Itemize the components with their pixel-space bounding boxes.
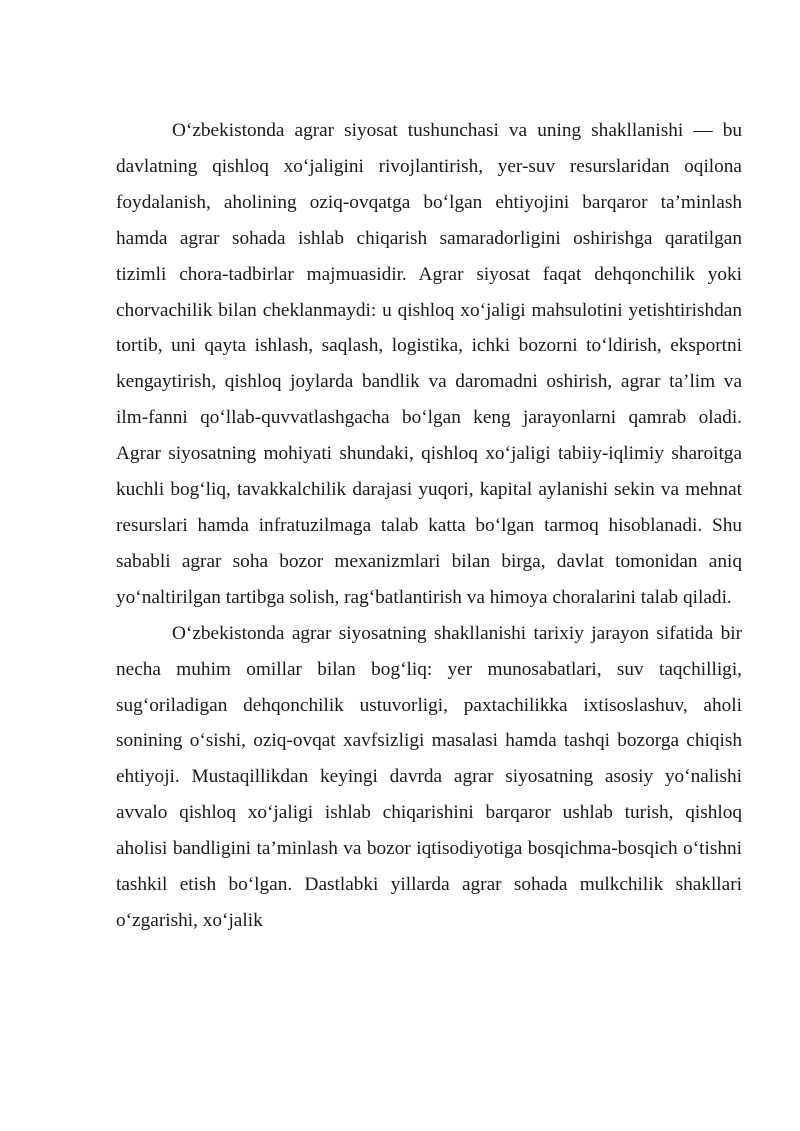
text-body [116,113,742,939]
paragraph-2: O‘zbekistonda agrar siyosatning shakllanishi tarixiy jarayon sifatida bir necha muhim omillar bilan bog‘liq: yer munosabatlari, suv taqchilligi, sug‘oriladigan dehqonchilik ustuvorligi, paxtachilikka ixtisoslashuv, aholi sonining o‘sishi, oziq-ovqat xavfsizligi masalasi hamda tashqi bozorga chiqish ehtiyoji. Mustaqillikdan keyingi davrda agrar siyosatning asosiy yo‘nalishi avvalo qishloq xo‘jaligi ishlab chiqarishini barqaror ushlab turish, qishloq aholisi bandligini ta’minlash va bozor iqtisodiyotiga bosqichma-bosqich o‘tishni tashkil etish bo‘lgan. Dastlabki yillarda agrar sohada mulkchilik shakllari o‘zgarishi, xo‘jalik [116,622,742,931]
paragraph-1: O‘zbekistonda agrar siyosat tushunchasi va uning shakllanishi — bu davlatning qishloq xo‘jaligini rivojlantirish, yer-suv resurslaridan oqilona foydalanish, aholining oziq-ovqatga bo‘lgan ehtiyojini barqaror ta’minlash hamda agrar sohada ishlab chiqarish samaradorligini oshirishga qaratilgan tizimli chora-tadbirlar majmuasidir. Agrar siyosat faqat dehqonchilik yoki chorvachilik bilan cheklanmaydi: u qishloq xo‘jaligi mahsulotini yetishtirishdan tortib, uni qayta ishlash, saqlash, logistika, ichki bozorni to‘ldirish, eksportni kengaytirish, qishloq joylarda bandlik va daromadni oshirish, agrar ta’lim va ilm-fanni qo‘llab-quvvatlashgacha bo‘lgan keng jarayonlarni qamrab oladi. Agrar siyosatning mohiyati shundaki, qishloq xo‘jaligi tabiiy-iqlimiy sharoitga kuchli bog‘liq, tavakkalchilik darajasi yuqori, kapital aylanishi sekin va mehnat resurslari hamda infratuzilmaga talab katta bo‘lgan tarmoq hisoblanadi. Shu sababli agrar soha bozor mexanizmlari bilan birga, davlat tomonidan aniq yo‘naltirilgan tartibga solish, rag‘batlantirish va himoya choralarini talab qiladi. [116,120,742,608]
